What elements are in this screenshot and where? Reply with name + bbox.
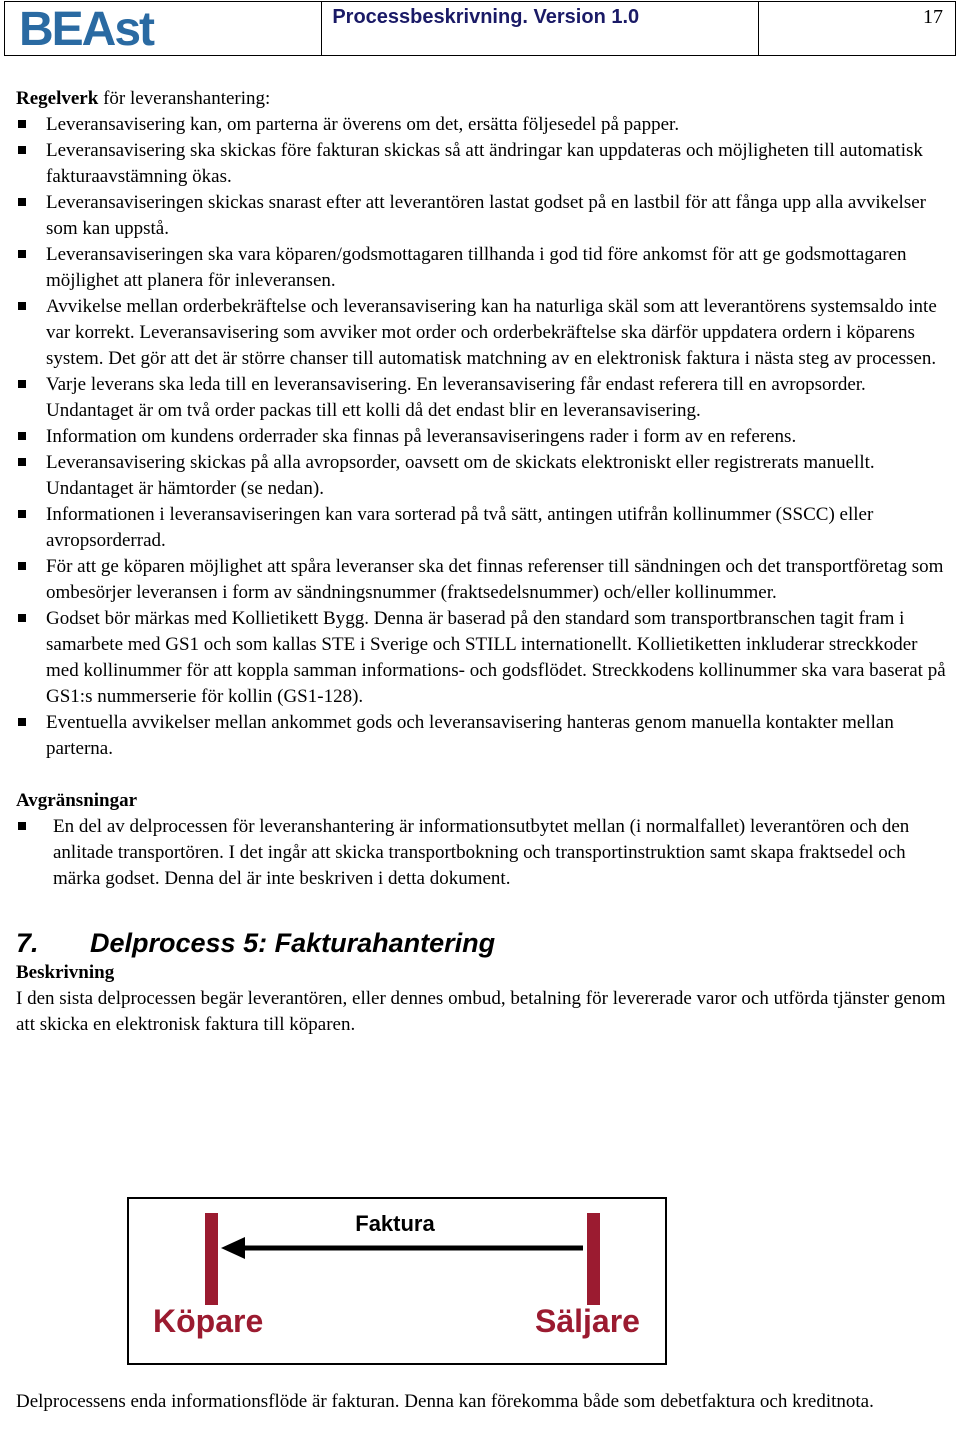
title-cell (322, 2, 759, 55)
list-item: Information om kundens orderrader ska finnas på leveransaviseringens rader i form av en referens. (16, 424, 950, 450)
scope-heading (16, 788, 950, 814)
document-title: Processbeskrivning. Version 1.0 (332, 6, 640, 28)
list-item: Leveransaviseringen ska vara köparen/godsmottagaren tillhanda i god tid före ankomst för att ge godsmottagaren möjlighet att planera för inleveransen. (16, 242, 950, 294)
rules-heading (16, 86, 950, 112)
description-heading-text: Beskrivning (16, 962, 115, 983)
scope-list (16, 814, 950, 892)
page-content (16, 86, 950, 1038)
list-item: Avvikelse mellan orderbekräftelse och leveransavisering kan ha naturliga skäl som att leverantörens systemsaldo inte var korrekt. Leveransavisering som avviker mot order och orderbekräftelse ska därför uppdatera ordern i köparens system. Det gör att det är större chanser till automatisk matchning av en elektronisk faktura i nästa steg av processen. (16, 294, 950, 372)
scope-heading-text: Avgränsningar (16, 790, 138, 811)
list-item: En del av delprocessen för leveranshantering är informationsutbytet mellan (i normalfallet) leverantören och den anlitade transportören. I det ingår att skicka transportbokning och transportinstruktion samt skapa fraktsedel och märka godset. Denna del är inte beskriven i detta dokument. (16, 814, 950, 892)
list-item: För att ge köparen möjlighet att spåra leveranser ska det finnas referenser till sändningen och det transportföretag som ombesörjer leveransen i form av sändningsnummer (fraktsedelsnummer) och/eller kollinummer. (16, 554, 950, 606)
page-number: 17 (923, 6, 943, 28)
beast-logo: BEAst (19, 3, 154, 56)
list-item: Leveransavisering ska skickas före fakturan skickas så att ändringar kan uppdateras och möjligheten till automatisk fakturaavstämning ökas. (16, 138, 950, 190)
flow-label: Faktura (355, 1211, 435, 1236)
section-number: 7. (16, 928, 39, 958)
rules-list (16, 112, 950, 762)
page-header (4, 1, 956, 56)
seller-label: Säljare (535, 1303, 640, 1339)
list-item: Varje leverans ska leda till en leveransavisering. En leveransavisering får endast referera till en avropsorder. Undantaget är om två order packas till ett kolli då det endast blir en leveransavisering. (16, 372, 950, 424)
spacer (16, 762, 950, 788)
list-item: Leveransavisering kan, om parterna är överens om det, ersätta följesedel på papper. (16, 112, 950, 138)
spacer (16, 892, 950, 926)
invoice-flow-diagram (127, 1197, 667, 1365)
rules-heading-bold: Regelverk (16, 88, 99, 109)
footer-text: Delprocessens enda informationsflöde är fakturan. Denna kan förekomma både som debetfaktura och kreditnota. (16, 1391, 874, 1412)
list-item: Leveransaviseringen skickas snarast efter att leverantören lastat godset på en lastbil för att fånga upp alla avvikelser som kan uppstå. (16, 190, 950, 242)
flow-arrow-icon (221, 1233, 585, 1263)
list-item: Godset bör märkas med Kollietikett Bygg. Denna är baserad på den standard som transportbranschen tagit fram i samarbete med GS1 och som kallas STE i Sverige och STILL internationellt. Kollietiketten inkluderar streckkoder med kollinummer för att koppla samman informations- och godsflödet. Streckkodens kollinummer ska vara baserat på GS1:s nummerserie för kollin (GS1-128). (16, 606, 950, 710)
logo-cell (5, 2, 322, 55)
page-number-cell (759, 2, 955, 55)
rules-heading-rest: för leveranshantering: (98, 88, 271, 109)
section-title: Delprocess 5: Fakturahantering (90, 928, 496, 958)
list-item: Leveransavisering skickas på alla avropsorder, oavsett om de skickats elektroniskt eller registrerats manuellt. Undantaget är hämtorder (se nedan). (16, 450, 950, 502)
description-heading (16, 960, 950, 986)
seller-bar (587, 1213, 600, 1305)
section-heading (16, 926, 950, 960)
description-text: I den sista delprocessen begär leverantören, eller dennes ombud, betalning för levererade varor och utförda tjänster genom att skicka en elektronisk faktura till köparen. (16, 988, 946, 1035)
buyer-bar (205, 1213, 218, 1305)
list-item: Eventuella avvikelser mellan ankommet gods och leveransavisering hanteras genom manuella kontakter mellan parterna. (16, 710, 950, 762)
list-item: Informationen i leveransaviseringen kan vara sorterad på två sätt, antingen utifrån kollinummer (SSCC) eller avropsorderrad. (16, 502, 950, 554)
buyer-label: Köpare (153, 1303, 264, 1339)
